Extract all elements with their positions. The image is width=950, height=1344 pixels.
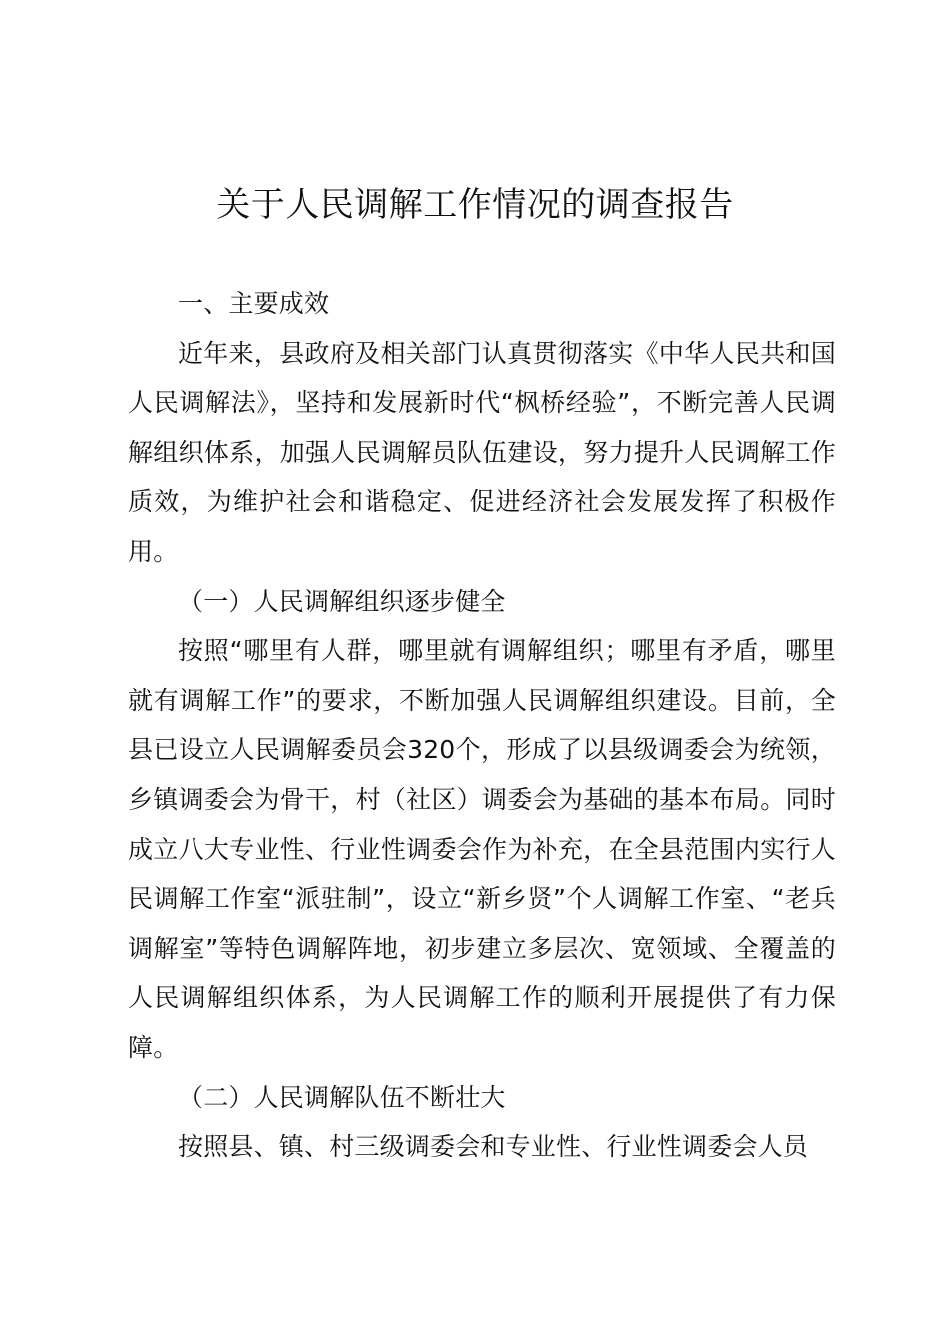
paragraph-organization: 按照“哪里有人群，哪里就有调解组织；哪里有矛盾，哪里就有调解工作”的要求，不断加强人民调解组织建设。目前，全县已设立人民调解委员会320个，形成了以县级调委会为统领，乡镇调委会为骨干，村（社区）调委会为基础的基本布局。同时成立八大专业性、行业性调委会作为补充，在全县范围内实行人民调解工作室“派驻制”，设立“新乡贤”个人调解工作室、“老兵调解室”等特色调解阵地，初步建立多层次、宽领域、全覆盖的人民调解组织体系，为人民调解工作的顺利开展提供了有力保障。 — [128, 636, 836, 1062]
subsection-heading-organization: （一）人民调解组织逐步健全 — [178, 586, 506, 616]
subsection-heading-team: （二）人民调解队伍不断壮大 — [178, 1082, 506, 1112]
section-heading-main-results: 一、主要成效 — [178, 289, 330, 318]
document-title: 关于人民调解工作情况的调查报告 — [216, 185, 734, 225]
document-body — [128, 279, 836, 1172]
paragraph-team: 按照县、镇、村三级调委会和专业性、行业性调委会人员 — [178, 1132, 809, 1162]
paragraph-intro: 近年来，县政府及相关部门认真贯彻落实《中华人民共和国人民调解法》，坚持和发展新时代“枫桥经验”，不断完善人民调解组织体系，加强人民调解员队伍建设，努力提升人民调解工作质效，为维护社会和谐稳定、促进经济社会发展发挥了积极作用。 — [128, 338, 836, 566]
